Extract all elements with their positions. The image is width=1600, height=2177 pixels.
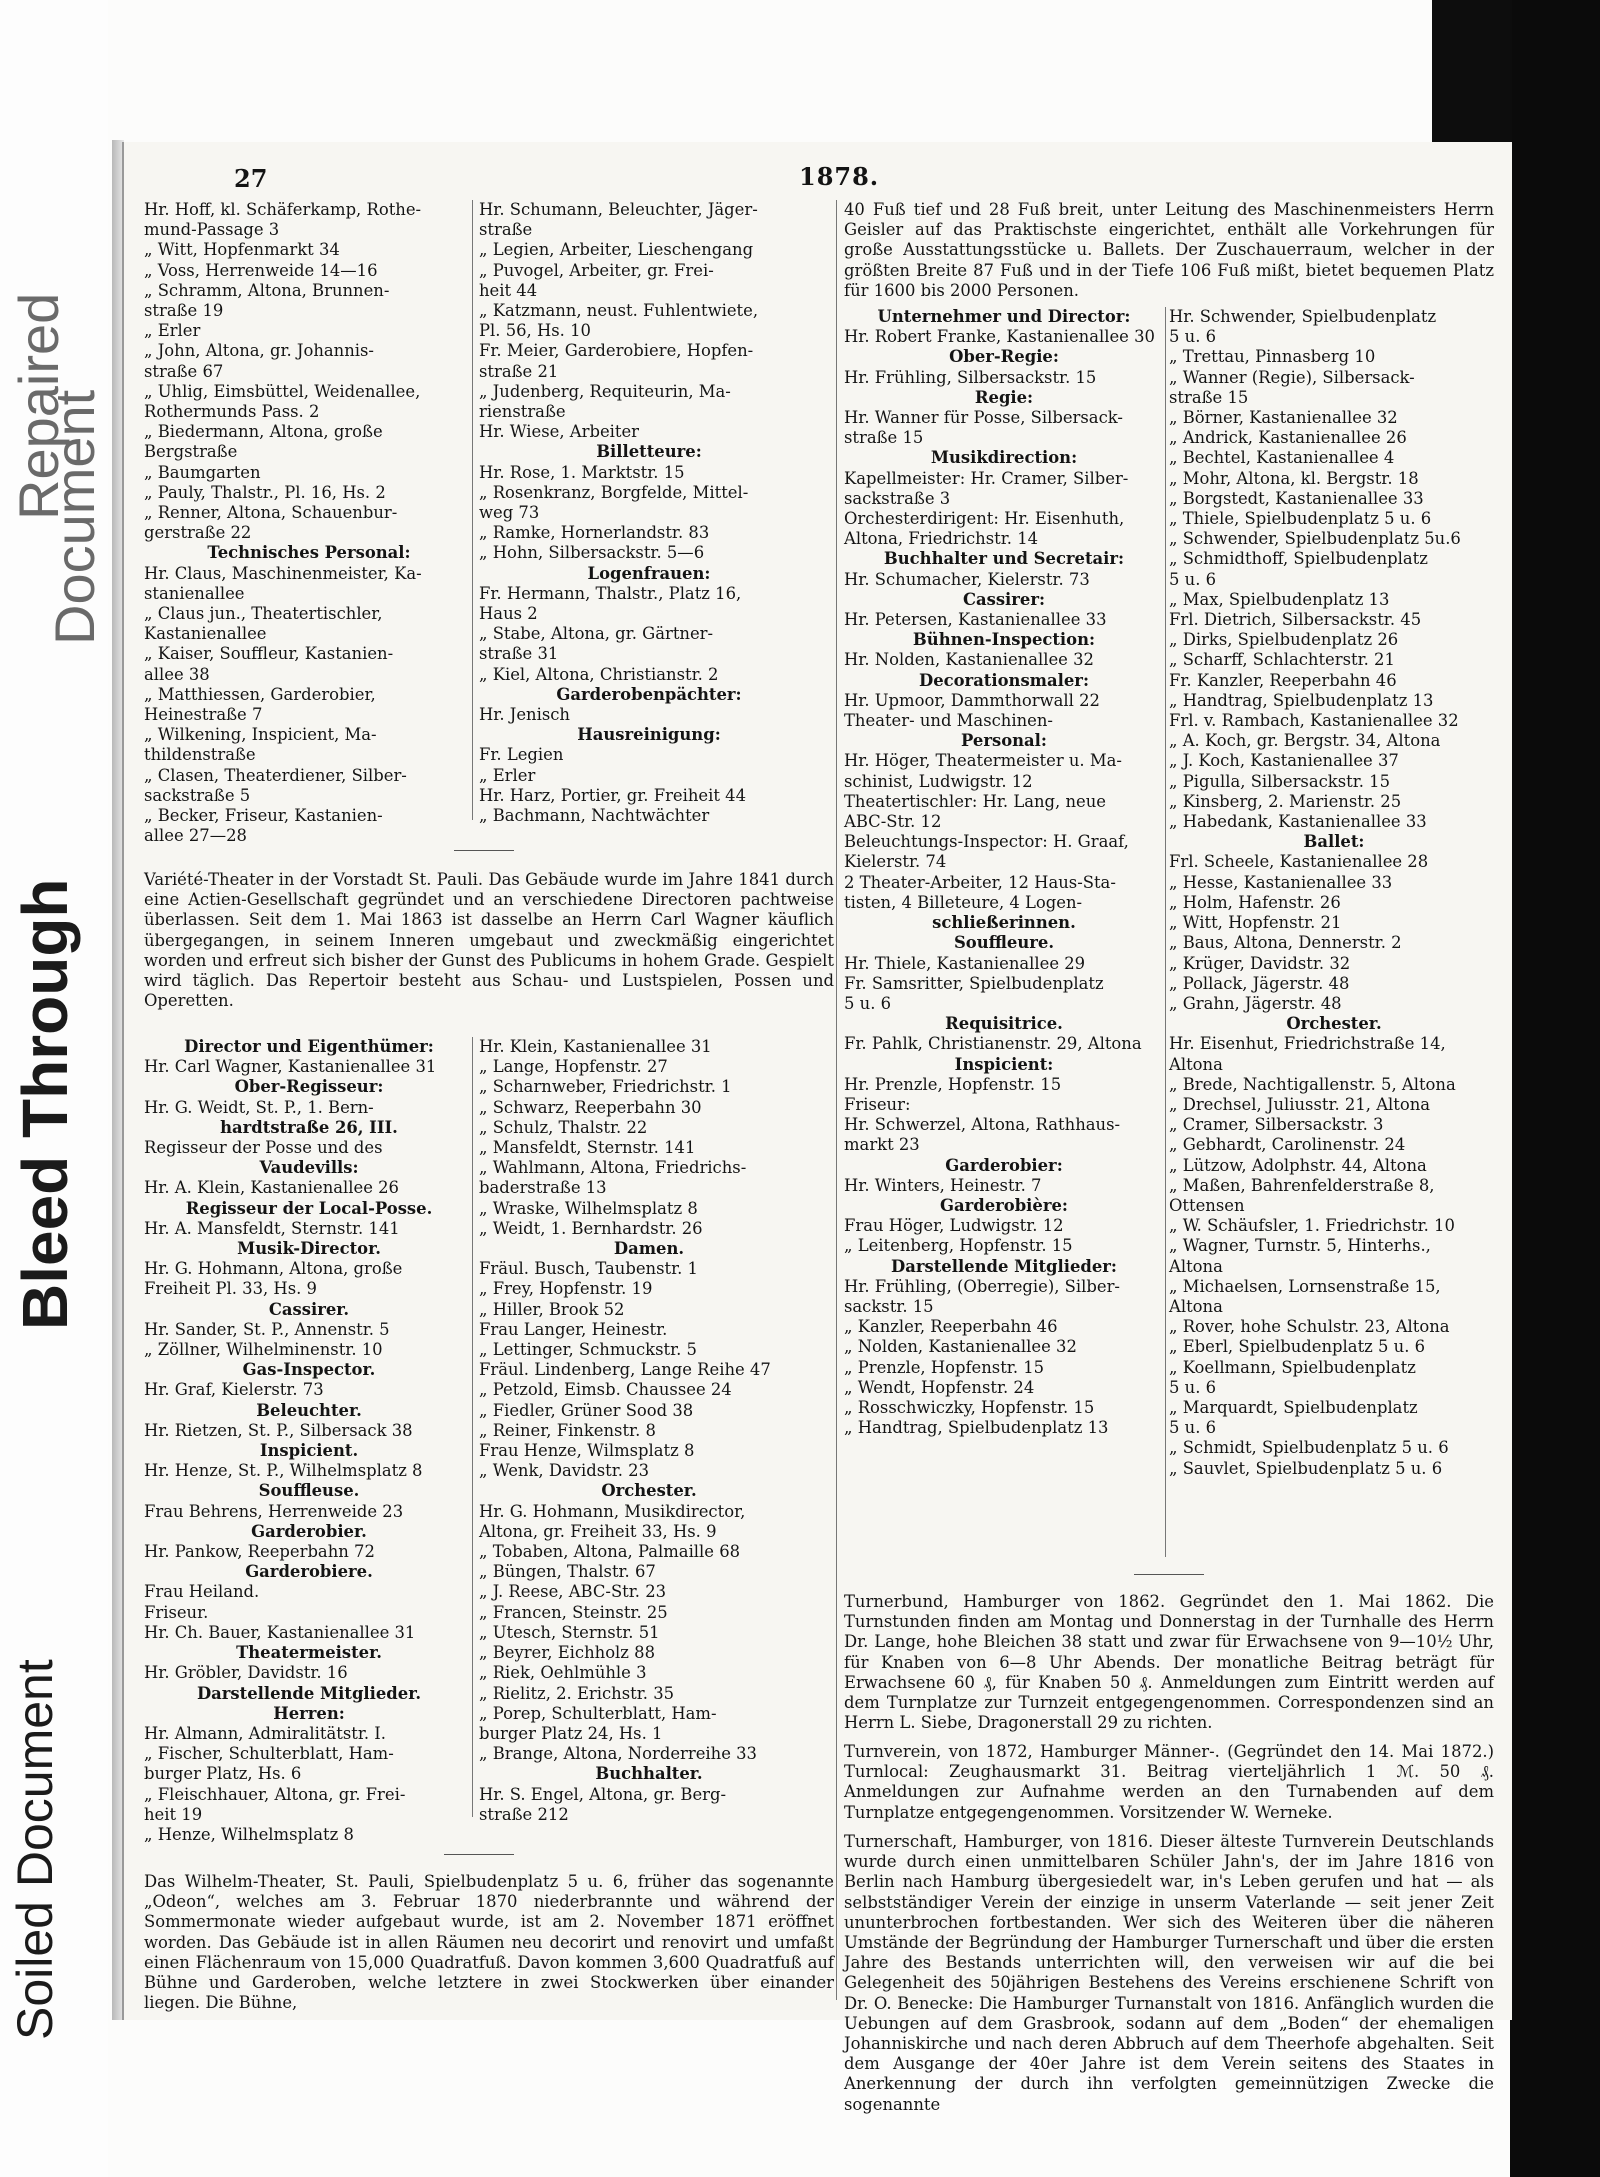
directory-line: Hr. Frühling, (Oberregie), Silber- [844, 1276, 1120, 1296]
column-left-top [144, 200, 474, 847]
directory-line: Rothermunds Pass. 2 [144, 402, 320, 422]
directory-line: Theatertischler: Hr. Lang, neue [844, 791, 1106, 811]
column-right-a [844, 307, 1164, 1438]
directory-line: „ Wagner, Turnstr. 5, Hinterhs., [1169, 1236, 1431, 1256]
directory-line: „ Ramke, Hornerlandstr. 83 [479, 523, 710, 543]
directory-line: baderstraße 13 [479, 1178, 607, 1198]
directory-line: „ Michaelsen, Lornsenstraße 15, [1169, 1276, 1441, 1296]
directory-line: Gas-Inspector. [242, 1360, 376, 1380]
directory-line: mund-Passage 3 [144, 220, 280, 240]
directory-line: „ Kiel, Altona, Christianstr. 2 [479, 664, 719, 684]
directory-line: „ Schmidt, Spielbudenplatz 5 u. 6 [1169, 1438, 1449, 1458]
directory-line: stanienallee [144, 583, 245, 603]
directory-line: Hr. Carl Wagner, Kastanienallee 31 [144, 1057, 437, 1077]
directory-line: Kielerstr. 74 [844, 852, 947, 872]
directory-line: Friseur: [844, 1094, 911, 1114]
directory-line: „ Büngen, Thalstr. 67 [479, 1562, 656, 1582]
directory-line: „ Rosschwiczky, Hopfenstr. 15 [844, 1397, 1095, 1417]
directory-line: Haus 2 [479, 604, 538, 624]
directory-line: „ Tobaben, Altona, Palmaille 68 [479, 1542, 741, 1562]
directory-line: „ Gebhardt, Carolinenstr. 24 [1169, 1135, 1406, 1155]
directory-line: Hr. Sander, St. P., Annenstr. 5 [144, 1319, 390, 1339]
document-page [122, 142, 1512, 2114]
directory-line: hardtstraße 26, III. [220, 1117, 398, 1137]
directory-line: Altona [1169, 1256, 1223, 1276]
directory-line: Ottensen [1169, 1195, 1245, 1215]
directory-line: „ Brange, Altona, Norderreihe 33 [479, 1744, 757, 1764]
directory-line: Cassirer. [268, 1299, 350, 1319]
directory-line: Beleuchtungs-Inspector: H. Graaf, [844, 832, 1129, 852]
soiled-document-label: Soiled Document [7, 1659, 63, 2040]
document-label: Document [43, 389, 106, 645]
directory-line: Billetteure: [596, 442, 702, 462]
directory-line: „ A. Koch, gr. Bergstr. 34, Altona [1169, 731, 1441, 751]
directory-line: Hr. Nolden, Kastanienallee 32 [844, 650, 1094, 670]
directory-line: Hr. Almann, Admiralitätstr. I. [144, 1723, 386, 1743]
directory-line: Unternehmer und Director: [877, 307, 1131, 326]
scan-dark-corner [1432, 0, 1512, 142]
directory-line: „ Schulz, Thalstr. 22 [479, 1117, 648, 1137]
directory-line: Hr. Robert Franke, Kastanienallee 30 [844, 327, 1155, 347]
repaired-label: Repaired [7, 292, 70, 520]
section-rule [444, 1854, 514, 1855]
directory-line: Frau Höger, Ludwigstr. 12 [844, 1216, 1064, 1236]
directory-line: straße 15 [1169, 387, 1249, 407]
column-divider [1165, 307, 1166, 1557]
directory-line: Friseur. [144, 1602, 209, 1622]
directory-line: Vaudevills: [259, 1158, 359, 1178]
directory-line: „ Habedank, Kastanienallee 33 [1169, 812, 1427, 832]
directory-line: „ Witt, Hopfenstr. 21 [1169, 913, 1342, 933]
directory-line: Ballet: [1303, 832, 1365, 852]
directory-line: „ Wraske, Wilhelmsplatz 8 [479, 1198, 698, 1218]
directory-line: „ Katzmann, neust. Fuhlentwiete, [479, 301, 759, 321]
directory-line: Ober-Regie: [949, 347, 1059, 367]
directory-line: Hr. Schwender, Spielbudenplatz [1169, 307, 1437, 326]
directory-line: „ Handtrag, Spielbudenplatz 13 [1169, 690, 1434, 710]
directory-line: „ J. Koch, Kastanienallee 37 [1169, 751, 1399, 771]
directory-line: Altona [1169, 1054, 1223, 1074]
directory-line: „ W. Schäufsler, 1. Friedrichstr. 10 [1169, 1216, 1455, 1236]
directory-line: „ Wenk, Davidstr. 23 [479, 1461, 650, 1481]
directory-line: Frau Heiland. [144, 1582, 260, 1602]
directory-line: straße 31 [479, 644, 559, 664]
directory-line: Altona [1169, 1296, 1223, 1316]
directory-line: „ Schmidthoff, Spielbudenplatz [1169, 549, 1428, 569]
directory-line: „ Rosenkranz, Borgfelde, Mittel- [479, 482, 749, 502]
directory-line: „ Rover, hohe Schulstr. 23, Altona [1169, 1317, 1450, 1337]
directory-line: 2 Theater-Arbeiter, 12 Haus-Sta- [844, 872, 1116, 892]
turnerbund-paragraph: Turnerbund, Hamburger von 1862. Gegründet den 1. Mai 1862. Die Turnstunden finden am Montag und Donnerstag in der Turnhalle des Herrn Dr. Lange, hohe Bleichen 38 statt und zwar für Erwachsene von 9—10½ Uhr, für Knaben von 6—8 Uhr Abends. Der monatliche Beitrag beträgt für Erwachsene 60 ₰, für Knaben 50 ₰. Anmeldungen zum Eintritt werden auf dem Turnplatze zur Turnzeit entgegengenommen. Correspondenzen sind an Herrn L. Siebe, Dragonerstall 29 zu richten. [844, 1592, 1494, 1733]
directory-line: „ Riek, Oehlmühle 3 [479, 1663, 647, 1683]
directory-line: Altona, gr. Freiheit 33, Hs. 9 [479, 1521, 717, 1541]
directory-line: „ Petzold, Eimsb. Chaussee 24 [479, 1380, 732, 1400]
directory-line: Souffleuse. [258, 1481, 360, 1501]
directory-line: „ Erler [479, 765, 536, 785]
directory-line: Heinestraße 7 [144, 705, 263, 725]
directory-line: thildenstraße [144, 745, 256, 765]
variete-theater-paragraph: Variété-Theater in der Vorstadt St. Pauli. Das Gebäude wurde im Jahre 1841 durch eine Actien-Gesellschaft gegründet und an verschiedene Directoren pachtweise überlassen. Seit dem 1. Mai 1863 ist dasselbe an Herrn Carl Wagner käuflich übergegangen, in seinem Inneren umgebaut und zweckmäßig eingerichtet worden und erfreut sich bisher der Gunst des Publicums in hohem Grade. Gespielt wird täglich. Das Repertoir besteht aus Schau- und Lustspielen, Possen und Operetten. [144, 870, 834, 1011]
directory-line: Bergstraße [144, 442, 238, 462]
directory-line: Hr. G. Hohmann, Musikdirector, [479, 1501, 746, 1521]
directory-line: „ Legien, Arbeiter, Lieschengang [479, 240, 754, 260]
directory-line: „ Claus jun., Theatertischler, [144, 604, 383, 624]
directory-line: Hr. Thiele, Kastanienallee 29 [844, 953, 1086, 973]
directory-line: gerstraße 22 [144, 523, 252, 543]
directory-line: burger Platz, Hs. 6 [144, 1764, 302, 1784]
page-column-divider [836, 200, 837, 2000]
directory-line: sackstraße 3 [844, 488, 951, 508]
directory-line: Freiheit Pl. 33, Hs. 9 [144, 1279, 317, 1299]
directory-line: Hr. Schwerzel, Altona, Rathhaus- [844, 1115, 1121, 1135]
directory-line: „ Schwarz, Reeperbahn 30 [479, 1097, 702, 1117]
directory-line: „ Dirks, Spielbudenplatz 26 [1169, 630, 1399, 650]
directory-line: Technisches Personal: [207, 543, 411, 563]
section-rule [454, 850, 514, 851]
directory-line: „ Bachmann, Nachtwächter [479, 806, 710, 826]
directory-line: „ Reiner, Finkenstr. 8 [479, 1420, 656, 1440]
directory-line: „ Baus, Altona, Dennerstr. 2 [1169, 933, 1402, 953]
directory-line: „ Thiele, Spielbudenplatz 5 u. 6 [1169, 509, 1432, 529]
directory-line: Hr. Schumann, Beleuchter, Jäger- [479, 200, 758, 219]
directory-line: Hr. G. Weidt, St. P., 1. Bern- [144, 1097, 374, 1117]
directory-line: „ J. Reese, ABC-Str. 23 [479, 1582, 667, 1602]
directory-line: straße [479, 220, 533, 240]
directory-line: Theater- und Maschinen- [844, 711, 1053, 731]
directory-line: Regisseur der Posse und des [144, 1138, 383, 1158]
directory-line: Regie: [974, 387, 1034, 407]
directory-line: „ Fleischhauer, Altona, gr. Frei- [144, 1784, 406, 1804]
directory-line: Fr. Hermann, Thalstr., Platz 16, [479, 583, 742, 603]
directory-line: „ Francen, Steinstr. 25 [479, 1602, 668, 1622]
directory-line: „ Hesse, Kastanienallee 33 [1169, 872, 1393, 892]
directory-line: „ Borgstedt, Kastanienallee 33 [1169, 488, 1424, 508]
directory-line: Fr. Legien [479, 745, 564, 765]
directory-line: „ Brede, Nachtigallenstr. 5, Altona [1169, 1074, 1456, 1094]
directory-line: Hr. Pankow, Reeperbahn 72 [144, 1542, 375, 1562]
directory-line: „ Wanner (Regie), Silbersack- [1169, 367, 1415, 387]
directory-line: Hr. Wanner für Posse, Silbersack- [844, 408, 1123, 428]
directory-line: Orchester. [1286, 1014, 1382, 1034]
directory-line: „ Leitenberg, Hopfenstr. 15 [844, 1236, 1073, 1256]
directory-line: Inspicient. [259, 1441, 359, 1461]
directory-line: rienstraße [479, 402, 566, 422]
directory-line: Hr. Höger, Theatermeister u. Ma- [844, 751, 1122, 771]
directory-line: straße 15 [844, 428, 924, 448]
directory-line: „ Porep, Schulterblatt, Ham- [479, 1703, 717, 1723]
directory-line: „ Lettinger, Schmuckstr. 5 [479, 1340, 697, 1360]
directory-line: Hr. Harz, Portier, gr. Freiheit 44 [479, 785, 747, 805]
directory-line: Damen. [613, 1239, 685, 1259]
directory-line: Hr. Rietzen, St. P., Silbersack 38 [144, 1420, 413, 1440]
directory-line: Frl. Dietrich, Silbersackstr. 45 [1169, 610, 1422, 630]
directory-line: Hr. G. Hohmann, Altona, große [144, 1259, 403, 1279]
directory-line: 5 u. 6 [1169, 1418, 1217, 1438]
directory-line: Hr. Schumacher, Kielerstr. 73 [844, 569, 1090, 589]
directory-line: Frl. Scheele, Kastanienallee 28 [1169, 852, 1429, 872]
directory-line: „ Fiedler, Grüner Sood 38 [479, 1400, 694, 1420]
directory-line: straße 21 [479, 361, 559, 381]
directory-line: „ Voss, Herrenweide 14—16 [144, 260, 378, 280]
directory-line: Garderobière: [940, 1195, 1068, 1215]
directory-line: Buchhalter. [595, 1764, 703, 1784]
directory-line: Hr. Ch. Bauer, Kastanienallee 31 [144, 1622, 416, 1642]
directory-line: Buchhalter und Secretair: [883, 549, 1125, 569]
directory-line: „ Hiller, Brook 52 [479, 1299, 625, 1319]
directory-line: „ Lützow, Adolphstr. 44, Altona [1169, 1155, 1427, 1175]
directory-line: „ Henze, Wilhelmsplatz 8 [144, 1824, 354, 1844]
directory-line: „ Nolden, Kastanienallee 32 [844, 1337, 1077, 1357]
directory-line: „ Fischer, Schulterblatt, Ham- [144, 1744, 394, 1764]
column-left-personnel [144, 1037, 474, 1845]
directory-line: „ Krüger, Davidstr. 32 [1169, 953, 1351, 973]
directory-line: „ Pigulla, Silbersackstr. 15 [1169, 771, 1391, 791]
directory-line: „ Rielitz, 2. Erichstr. 35 [479, 1683, 675, 1703]
directory-line: Hr. Rose, 1. Marktstr. 15 [479, 462, 685, 482]
directory-line: straße 212 [479, 1804, 569, 1824]
directory-line: Director und Eigenthümer: [184, 1037, 434, 1056]
directory-line: sackstraße 5 [144, 785, 251, 805]
directory-line: Hausreinigung: [577, 725, 721, 745]
directory-line: heit 44 [479, 280, 538, 300]
directory-line: „ Koellmann, Spielbudenplatz [1169, 1357, 1416, 1377]
directory-line: Hr. Gröbler, Davidstr. 16 [144, 1663, 348, 1683]
directory-line: Darstellende Mitglieder. [196, 1683, 422, 1703]
directory-line: „ Maßen, Bahrenfelderstraße 8, [1169, 1175, 1435, 1195]
directory-line: Inspicient: [954, 1054, 1054, 1074]
directory-line: Hr. Petersen, Kastanienallee 33 [844, 610, 1107, 630]
directory-line: burger Platz 24, Hs. 1 [479, 1723, 663, 1743]
directory-line: „ Frey, Hopfenstr. 19 [479, 1279, 653, 1299]
directory-line: Hr. Claus, Maschinenmeister, Ka- [144, 563, 422, 583]
directory-line: „ Witt, Hopfenmarkt 34 [144, 240, 340, 260]
directory-line: Orchesterdirigent: Hr. Eisenhuth, [844, 509, 1125, 529]
directory-line: „ Stabe, Altona, gr. Gärtner- [479, 624, 714, 644]
directory-line: Fr. Pahlk, Christianenstr. 29, Altona [844, 1034, 1142, 1054]
directory-line: straße 19 [144, 301, 224, 321]
directory-line: Musik-Director. [237, 1239, 381, 1259]
bleed-through-label: Bleed Through [9, 878, 81, 1330]
directory-line: straße 67 [144, 361, 224, 381]
directory-line: „ Mohr, Altona, kl. Bergstr. 18 [1169, 468, 1419, 488]
directory-line: Fr. Meier, Garderobiere, Hopfen- [479, 341, 754, 361]
directory-line: „ Max, Spielbudenplatz 13 [1169, 589, 1390, 609]
directory-line: Hr. Hoff, kl. Schäferkamp, Rothe- [144, 200, 422, 219]
directory-line: tisten, 4 Billeteure, 4 Logen- [844, 892, 1083, 912]
directory-line: „ Scharff, Schlachterstr. 21 [1169, 650, 1395, 670]
directory-line: „ Renner, Altona, Schauenbur- [144, 503, 398, 523]
directory-line: allee 38 [144, 664, 210, 684]
directory-line: „ Weidt, 1. Bernhardstr. 26 [479, 1218, 703, 1238]
directory-line: „ Clasen, Theaterdiener, Silber- [144, 765, 407, 785]
directory-line: „ Kinsberg, 2. Marienstr. 25 [1169, 791, 1402, 811]
directory-line: „ John, Altona, gr. Johannis- [144, 341, 374, 361]
wilhelm-theater-paragraph: Das Wilhelm-Theater, St. Pauli, Spielbudenplatz 5 u. 6, früher das sogenannte „Odeon“, welches am 3. Februar 1870 niederbrannte und während der Sommermonate wieder aufgebaut wurde, ist am 2. November 1871 eröffnet worden. Das Gebäude ist in allen Räumen neu decorirt und renovirt und umfaßt einen Flächenraum von 15,000 Quadratfuß. Davon kommen 3,600 Quadratfuß auf Bühne und Garderoben, welche letztere in zwei Stockwerken über einander liegen. Die Bühne, [144, 1872, 834, 2013]
directory-line: „ Judenberg, Requiteurin, Ma- [479, 381, 731, 401]
directory-line: Hr. Jenisch [479, 705, 570, 725]
directory-line: Garderobenpächter: [556, 684, 742, 704]
directory-line: Garderobiere. [245, 1562, 373, 1582]
directory-line: „ Hohn, Silbersackstr. 5—6 [479, 543, 705, 563]
directory-line: Fr. Kanzler, Reeperbahn 46 [1169, 670, 1397, 690]
directory-line: Garderobier. [251, 1521, 367, 1541]
directory-line: Hr. Prenzle, Hopfenstr. 15 [844, 1074, 1062, 1094]
column-divider [472, 1037, 473, 1817]
directory-line: Theatermeister. [236, 1643, 382, 1663]
section-rule [1134, 1574, 1204, 1575]
directory-line: „ Kaiser, Souffleur, Kastanien- [144, 644, 394, 664]
turnerschaft-paragraph: Turnerschaft, Hamburger, von 1816. Dieser älteste Turnverein Deutschlands wurde durch einen unmittelbaren Schüler Jahn's, der im Jahre 1816 von Berlin nach Hamburg übergesiedelt war, in's Leben gerufen und hat — als selbstständiger Verein der einzige in unserm Vaterlande — seit jener Zeit ununterbrochen fortbestanden. Wer sich des Weiteren über die näheren Umstände der Begründung der Hamburger Turnerschaft und über die ersten Jahre des Bestands unterrichten will, den verweisen wir auf die bei Gelegenheit des 50jährigen Bestehens des Vereins erschienene Schrift von Dr. O. Benecke: Die Hamburger Turnanstalt von 1816. Anfänglich wurden die Uebungen auf dem Grasbrook, sodann auf dem „Boden“ der ehemaligen Johanniskirche und nach deren Abbruch auf dem Theerhofe abgehalten. Seit dem Ausgange der 40er Jahre ist dem Verein seitens des Staates in Anerkennung der durch ihn verfolgten gemeinnützigen Zwecke die sogenannte [844, 1832, 1494, 2114]
directory-line: „ Pollack, Jägerstr. 48 [1169, 973, 1350, 993]
directory-line: „ Kanzler, Reeperbahn 46 [844, 1317, 1058, 1337]
directory-line: „ Mansfeldt, Sternstr. 141 [479, 1138, 696, 1158]
directory-line: „ Uhlig, Eimsbüttel, Weidenallee, [144, 381, 421, 401]
directory-line: schinist, Ludwigstr. 12 [844, 771, 1033, 791]
directory-line: Hr. Graf, Kielerstr. 73 [144, 1380, 324, 1400]
directory-line: „ Drechsel, Juliusstr. 21, Altona [1169, 1094, 1431, 1114]
directory-line: Hr. Frühling, Silbersackstr. 15 [844, 367, 1097, 387]
directory-line: Orchester. [601, 1481, 697, 1501]
directory-line: heit 19 [144, 1804, 203, 1824]
directory-line: Frau Henze, Wilmsplatz 8 [479, 1441, 695, 1461]
directory-line: „ Wendt, Hopfenstr. 24 [844, 1377, 1035, 1397]
directory-line: Frau Langer, Heinestr. [479, 1319, 668, 1339]
directory-line: „ Pauly, Thalstr., Pl. 16, Hs. 2 [144, 482, 386, 502]
directory-line: Souffleure. [953, 933, 1055, 953]
directory-line: 5 u. 6 [1169, 327, 1217, 347]
column-right-b [1169, 307, 1499, 1479]
directory-line: schließerinnen. [932, 913, 1076, 933]
directory-line: „ Marquardt, Spielbudenplatz [1169, 1397, 1418, 1417]
directory-line: Regisseur der Local-Posse. [185, 1198, 433, 1218]
directory-line: Hr. Eisenhut, Friedrichstraße 14, [1169, 1034, 1446, 1054]
directory-line: „ Andrick, Kastanienallee 26 [1169, 428, 1407, 448]
directory-line: „ Biedermann, Altona, große [144, 422, 383, 442]
directory-line: Ober-Regisseur: [234, 1077, 384, 1097]
directory-line: Fräul. Lindenberg, Lange Reihe 47 [479, 1360, 771, 1380]
directory-line: Darstellende Mitglieder: [891, 1256, 1117, 1276]
directory-line: „ Holm, Hafenstr. 26 [1169, 892, 1341, 912]
directory-line: „ Eberl, Spielbudenplatz 5 u. 6 [1169, 1337, 1426, 1357]
directory-line: 5 u. 6 [844, 993, 892, 1013]
directory-line: „ Scharnweber, Friedrichstr. 1 [479, 1077, 732, 1097]
directory-line: Fr. Samsritter, Spielbudenplatz [844, 973, 1104, 993]
directory-line: Logenfrauen: [587, 563, 711, 583]
directory-line: Herren: [273, 1703, 345, 1723]
directory-line: 5 u. 6 [1169, 569, 1217, 589]
directory-line: „ Börner, Kastanienallee 32 [1169, 408, 1398, 428]
column-divider [472, 200, 473, 820]
directory-line: „ Schramm, Altona, Brunnen- [144, 280, 390, 300]
directory-line: „ Erler [144, 321, 201, 341]
directory-line: „ Handtrag, Spielbudenplatz 13 [844, 1418, 1109, 1438]
directory-line: „ Baumgarten [144, 462, 261, 482]
directory-line: „ Wahlmann, Altona, Friedrichs- [479, 1158, 747, 1178]
directory-line: „ Lange, Hopfenstr. 27 [479, 1057, 668, 1077]
column-middle-personnel [479, 1037, 819, 1825]
directory-line: Musikdirection: [930, 448, 1078, 468]
directory-line: Hr. Klein, Kastanienallee 31 [479, 1037, 712, 1056]
directory-line: Hr. A. Klein, Kastanienallee 26 [144, 1178, 399, 1198]
directory-line: Hr. A. Mansfeldt, Sternstr. 141 [144, 1218, 400, 1238]
directory-line: „ Becker, Friseur, Kastanien- [144, 806, 383, 826]
directory-line: „ Matthiessen, Garderobier, [144, 684, 376, 704]
directory-line: Frau Behrens, Herrenweide 23 [144, 1501, 404, 1521]
directory-line: „ Wilkening, Inspicient, Ma- [144, 725, 377, 745]
directory-line: „ Prenzle, Hopfenstr. 15 [844, 1357, 1045, 1377]
directory-line: „ Schwender, Spielbudenplatz 5u.6 [1169, 529, 1461, 549]
directory-line: Kastanienallee [144, 624, 267, 644]
directory-line: „ Bechtel, Kastanienallee 4 [1169, 448, 1395, 468]
directory-line: „ Zöllner, Wilhelminenstr. 10 [144, 1340, 383, 1360]
directory-line: Garderobier: [945, 1155, 1063, 1175]
directory-line: Pl. 56, Hs. 10 [479, 321, 591, 341]
directory-line: Decorationsmaler: [919, 670, 1089, 690]
directory-line: 5 u. 6 [1169, 1377, 1217, 1397]
directory-line: „ Cramer, Silbersackstr. 3 [1169, 1115, 1384, 1135]
directory-line: „ Beyrer, Eichholz 88 [479, 1643, 656, 1663]
turnverein-paragraph: Turnverein, von 1872, Hamburger Männer-. (Gegründet den 14. Mai 1872.) Turnlocal: Zeughausmarkt 31. Beitrag vierteljährlich 1 ℳ. 50 ₰. Anmeldungen zur Aufnahme werden an den Turnabenden auf dem Turnplatze entgegengenommen. Vorsitzender W. Werneke. [844, 1742, 1494, 1822]
directory-line: „ Grahn, Jägerstr. 48 [1169, 993, 1342, 1013]
directory-line: Hr. S. Engel, Altona, gr. Berg- [479, 1784, 727, 1804]
directory-line: Hr. Upmoor, Dammthorwall 22 [844, 690, 1100, 710]
page-year: 1878. [799, 162, 880, 191]
directory-line: Bühnen-Inspection: [912, 630, 1096, 650]
directory-line: Hr. Winters, Heinestr. 7 [844, 1175, 1042, 1195]
directory-line: „ Puvogel, Arbeiter, gr. Frei- [479, 260, 714, 280]
directory-line: „ Trettau, Pinnasberg 10 [1169, 347, 1376, 367]
directory-line: Beleuchter. [256, 1400, 362, 1420]
directory-line: Requisitrice. [945, 1014, 1063, 1034]
directory-line: Kapellmeister: Hr. Cramer, Silber- [844, 468, 1129, 488]
column-middle-top [479, 200, 819, 826]
directory-line: weg 73 [479, 503, 540, 523]
scan-dark-edge [1510, 0, 1600, 2177]
directory-line: ABC-Str. 12 [844, 812, 942, 832]
page-number: 27 [234, 164, 268, 193]
directory-line: markt 23 [844, 1135, 920, 1155]
directory-line: Cassirer: [962, 589, 1046, 609]
directory-line: „ Utesch, Sternstr. 51 [479, 1622, 660, 1642]
directory-line: Hr. Wiese, Arbeiter [479, 422, 640, 442]
directory-line: Hr. Henze, St. P., Wilhelmsplatz 8 [144, 1461, 423, 1481]
stage-description-paragraph: 40 Fuß tief und 28 Fuß breit, unter Leitung des Maschinenmeisters Herrn Geisler auf das Praktischste eingerichtet, enthält alle Vorkehrungen für große Ausstattungsstücke u. Ballets. Der Zuschauerraum, welcher in der größten Breite 87 Fuß und in der Tiefe 106 Fuß mißt, bietet bequemen Platz für 1600 bis 2000 Personen. [844, 200, 1494, 300]
directory-line: Fräul. Busch, Taubenstr. 1 [479, 1259, 698, 1279]
directory-line: allee 27—28 [144, 826, 247, 846]
directory-line: „ Sauvlet, Spielbudenplatz 5 u. 6 [1169, 1458, 1443, 1478]
directory-line: Personal: [961, 731, 1047, 751]
directory-line: Frl. v. Rambach, Kastanienallee 32 [1169, 711, 1459, 731]
directory-line: Altona, Friedrichstr. 14 [844, 529, 1039, 549]
directory-line: sackstr. 15 [844, 1296, 934, 1316]
